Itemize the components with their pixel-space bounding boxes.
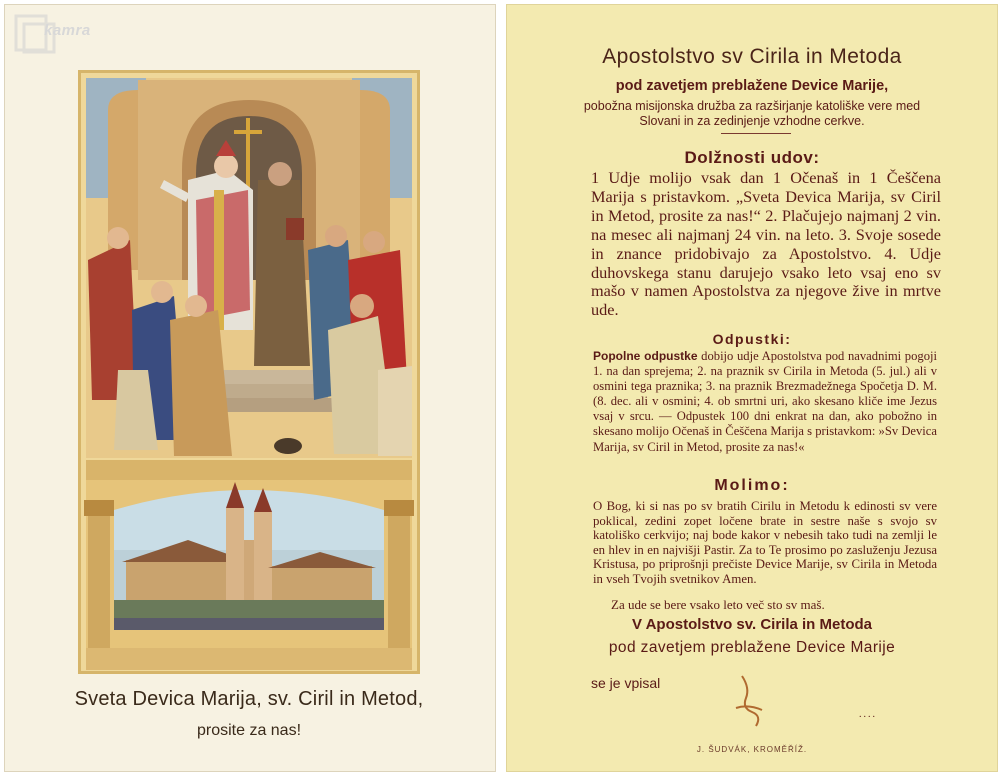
watermark-text: kamra (44, 22, 91, 39)
duties-heading: Dolžnosti udov: (684, 148, 820, 167)
enroll-line-2: pod zavetjem preblažene Device Marije (608, 639, 896, 656)
indulgences-body: dobijo udje Apostolstva pod navadnimi pogoji 1. na dan sprejema; 2. na praznik sv Cirila in Metoda (5. jul.) ali v osmini tega praznika; 3. na praznik Brezmadežnega Spočetja D. M. (8. dec. ali v osmini; 4. ob smrtni uri, ako skesano kliče ime Jezus vsaj v srcu. — Odpustek 100 dni enkrat na dan, ako pobožno in skesano molijo Očenaš in Češčena Marija s pristavkom: »Sv Devica Marija, sv Ciril in Metod, prosite za nas!« (593, 349, 937, 454)
enroll-line-1: V Apostolstvo sv. Cirila in Metoda (631, 616, 873, 633)
card-subtitle: pod zavetjem preblažene Device Marije, (615, 78, 889, 94)
indulgences-lead: Popolne odpustke (593, 349, 698, 363)
duties-text: 1 Udje molijo vsak dan 1 Očenaš in 1 Češčena Marija s pristavkom. „Sveta Devica Marija, sv Ciril in Metod, prosite za nas!“ 2. Plačujejo najmanj 2 vin. na mesec ali najmanj 24 vin. na leto. 3. Svoje sosede in znance pridobivajo za Apostolstvo. 4. Udje duhovskega stanu darujejo vsako leto vsaj eno sv mašo v namen Apostolstva za njegove žive in mrtve ude. (591, 168, 941, 320)
card-caption-prayer: prosite za nas! (196, 722, 302, 739)
indulgences-text (593, 349, 937, 455)
card-description: pobožna misijonska družba za razširjanje katoliške vere med Slovani in za zedinjenje vzhodne cerkve. (583, 99, 921, 128)
signature-dots: .... (859, 709, 877, 720)
enroll-line-3: se je vpisal (591, 675, 661, 691)
divider (721, 133, 791, 134)
holy-card-back (506, 4, 998, 772)
mass-note: Za ude se bere vsako leto več sto sv maš. (611, 597, 825, 612)
card-title: Apostolstvo sv Cirila in Metoda (602, 45, 902, 68)
printer-imprint: J. ŠUDVÁK, KROMĚŘÍŽ. (696, 745, 808, 754)
handwritten-mark (722, 668, 782, 738)
prayer-heading: Molimo: (714, 477, 790, 494)
saints-illustration (78, 70, 420, 674)
indulgences-heading: Odpustki: (712, 331, 792, 347)
card-caption: Sveta Devica Marija, sv. Ciril in Metod, (74, 688, 424, 710)
prayer-text: O Bog, ki si nas po sv bratih Cirilu in Metodu k edinosti sv vere poklical, zedini zopet ločene brate in sestre naše s svojo sv katoliško cerkvijo; naj bode kakor v nebesih tako tudi na zemlji le en hlev in en najvišji Pastir. Za to Te prosimo po zasluženju Jezusa Kristusa, po priprošnji prečiste Device Marije, sv Cirila in Metoda in vseh Tvojih svetnikov Amen. (593, 499, 937, 586)
